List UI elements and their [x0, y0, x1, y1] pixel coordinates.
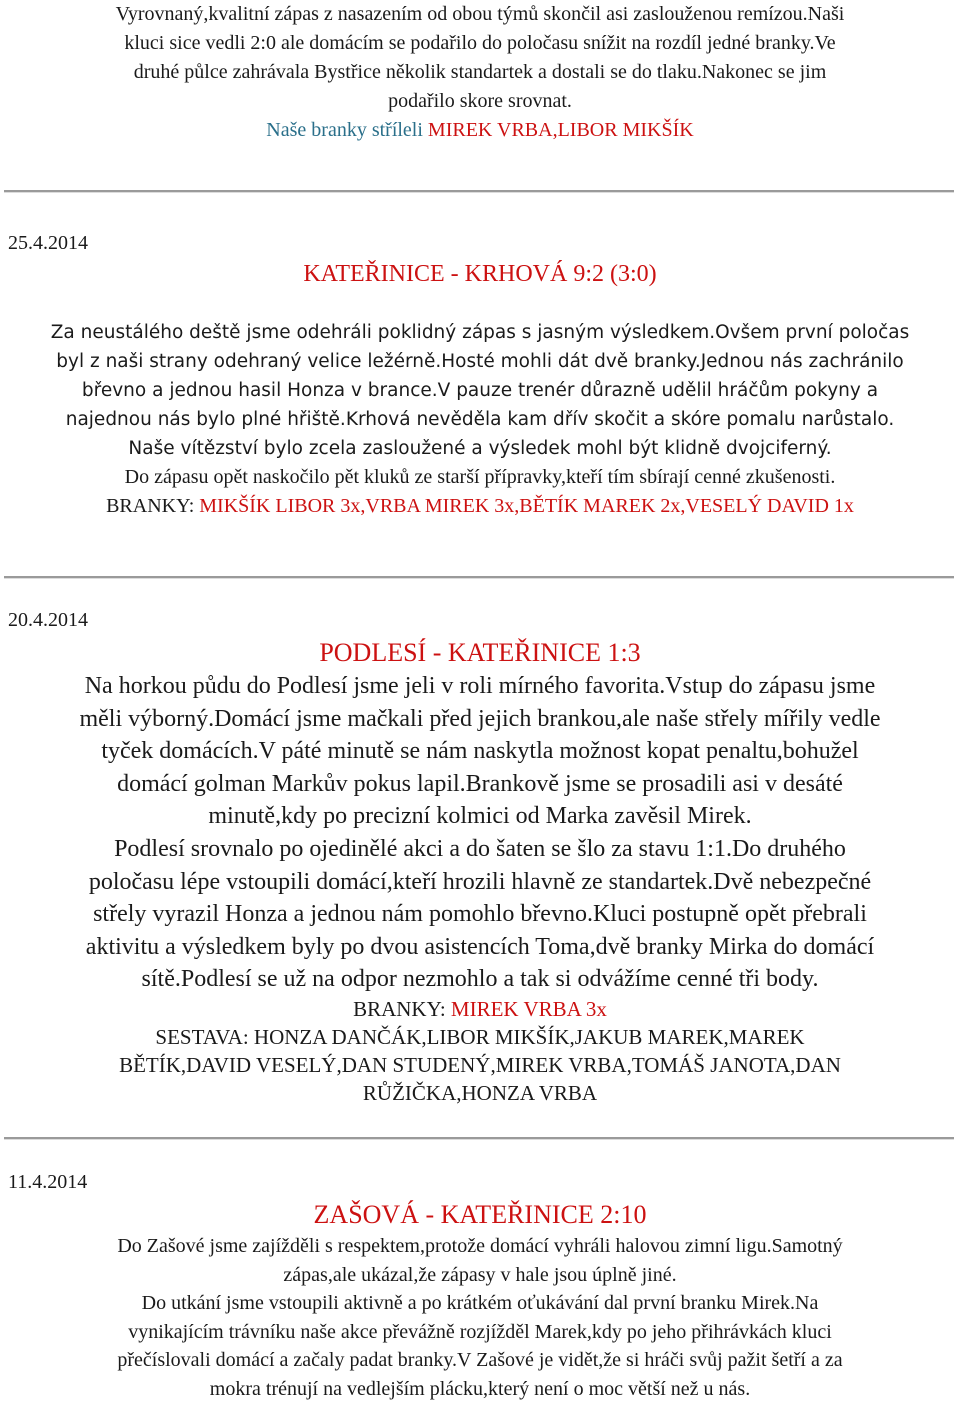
report-line: Za neustálého deště jsme odehráli poklidný zápas s jasným výsledkem.Ovšem první poločas	[50, 322, 910, 343]
report-line: Vyrovnaný,kvalitní zápas z nasazením od obou týmů skončil asi zaslouženou remízou.Naši	[115, 3, 845, 25]
scorers-names: MIREK VRBA 3x	[450, 997, 607, 1021]
report-line: byl z naši strany odehraný velice ležérně.Hosté mohli dát dvě branky.Jednou nás zachránilo	[56, 351, 904, 372]
report-line: minutě,kdy po precizní kolmici od Marka zavěsil Mirek.	[208, 803, 752, 830]
scorers-line	[0, 492, 960, 521]
report-line: Naše vítězství bylo zcela zasloužené a výsledek mohl být klidně dvojciferný.	[128, 438, 832, 459]
scorers-names: MIREK VRBA,LIBOR MIKŠÍK	[427, 119, 694, 141]
scorers-line	[0, 116, 960, 145]
report-line: vynikajícím trávníku naše akce převážně rozjížděl Marek,kdy po jeho přihrávkách kluci	[128, 1320, 832, 1343]
report-line: střely vyrazil Honza a jednou nám pomohlo břevno.Kluci postupně opět přebrali	[93, 901, 867, 928]
report-line: sítě.Podlesí se už na odpor nezmohlo a tak si odvážíme cenné tři body.	[141, 966, 819, 993]
lineup-line	[0, 1023, 960, 1051]
report-line: domácí golman Markův pokus lapil.Brankově jsme se prosadili asi v desáté	[117, 770, 843, 797]
lineup-line: BĚTÍK,DAVID VESELÝ,DAN STUDENÝ,MIREK VRBA,TOMÁŠ JANOTA,DAN	[119, 1053, 841, 1077]
match-title: ZAŠOVÁ - KATEŘINICE 2:10	[313, 1200, 647, 1229]
scorers-names: MIKŠÍK LIBOR 3x,VRBA MIREK 3x,BĚTÍK MAREK 2x,VESELÝ DAVID 1x	[199, 495, 854, 517]
match-report	[0, 1232, 960, 1403]
report-line: zápas,ale ukázal,že zápasy v hale jsou úplně jiné.	[283, 1263, 677, 1286]
section-divider	[4, 576, 954, 579]
match-date: 11.4.2014	[8, 1171, 88, 1193]
scorers-line	[0, 995, 960, 1023]
report-line: kluci sice vedli 2:0 ale domácím se podařilo do poločasu snížit na rozdíl jedné branky.Ve	[124, 32, 836, 54]
report-line: Do zápasu opět naskočilo pět kluků ze starší přípravky,kteří tím sbírají cenné zkušenosti.	[124, 466, 836, 488]
scorers-label: BRANKY:	[106, 495, 195, 517]
report-line: přečíslovali domácí a začaly padat branky.V Zašové je vidět,že si hráči svůj pažit šetří a za	[117, 1349, 843, 1371]
match-title: PODLESÍ - KATEŘINICE 1:3	[319, 638, 641, 667]
match-report	[0, 318, 960, 521]
match-date: 25.4.2014	[8, 232, 88, 254]
match-title: KATEŘINICE - KRHOVÁ 9:2 (3:0)	[303, 261, 657, 287]
report-line: břevno a jednou hasil Honza v brance.V pauze trenér důrazně udělil hráčům pokyny a	[81, 380, 879, 401]
report-line: druhé půlce zahrávala Bystřice několik standartek a dostali se do tlaku.Nakonec se jim	[133, 61, 827, 83]
scorers-label: Naše branky stříleli	[266, 119, 423, 141]
report-line: podařilo skore srovnat.	[388, 90, 572, 112]
match-date: 20.4.2014	[8, 609, 88, 631]
report-line: Podlesí srovnalo po ojedinělé akci a do šaten se šlo za stavu 1:1.Do druhého	[114, 835, 846, 862]
section-divider	[4, 1137, 954, 1140]
report-line: najednou nás bylo plné hřiště.Krhová nevěděla kam dřív skočit a skóre pomalu narůstalo.	[65, 409, 895, 430]
report-line: měli výborný.Domácí jsme mačkali před jejich brankou,ale naše střely mířily vedle	[79, 705, 881, 732]
report-line: Do utkání jsme vstoupili aktivně a po krátkém oťukávání dal první branku Mirek.Na	[141, 1292, 819, 1314]
scorers-label: BRANKY:	[353, 997, 446, 1021]
report-line: aktivitu a výsledkem byly po dvou asistencích Toma,dvě branky Mirka do domácí	[85, 933, 875, 960]
match-summary	[0, 995, 960, 1107]
section-divider	[4, 190, 954, 193]
match-report-continued	[0, 0, 960, 145]
report-line: mokra trénují na vedlejším plácku,který není o moc větší než u nás.	[209, 1377, 751, 1400]
lineup-names: HONZA DANČÁK,LIBOR MIKŠÍK,JAKUB MAREK,MAREK	[253, 1025, 805, 1049]
report-line: Do Zašové jsme zajížděli s respektem,protože domácí vyhráli halovou zimní ligu.Samotný	[117, 1235, 843, 1257]
report-line: poločasu lépe vstoupili domácí,kteří hrozili hlavně ze standartek.Dvě nebezpečné	[88, 868, 872, 895]
report-line: Na horkou půdu do Podlesí jsme jeli v roli mírného favorita.Vstup do zápasu jsme	[84, 673, 876, 699]
report-line: tyček domácích.V páté minutě se nám naskytla možnost kopat penaltu,bohužel	[101, 738, 859, 765]
match-report	[0, 670, 960, 996]
lineup-line: RŮŽIČKA,HONZA VRBA	[362, 1081, 598, 1105]
lineup-label: SESTAVA:	[155, 1025, 249, 1049]
